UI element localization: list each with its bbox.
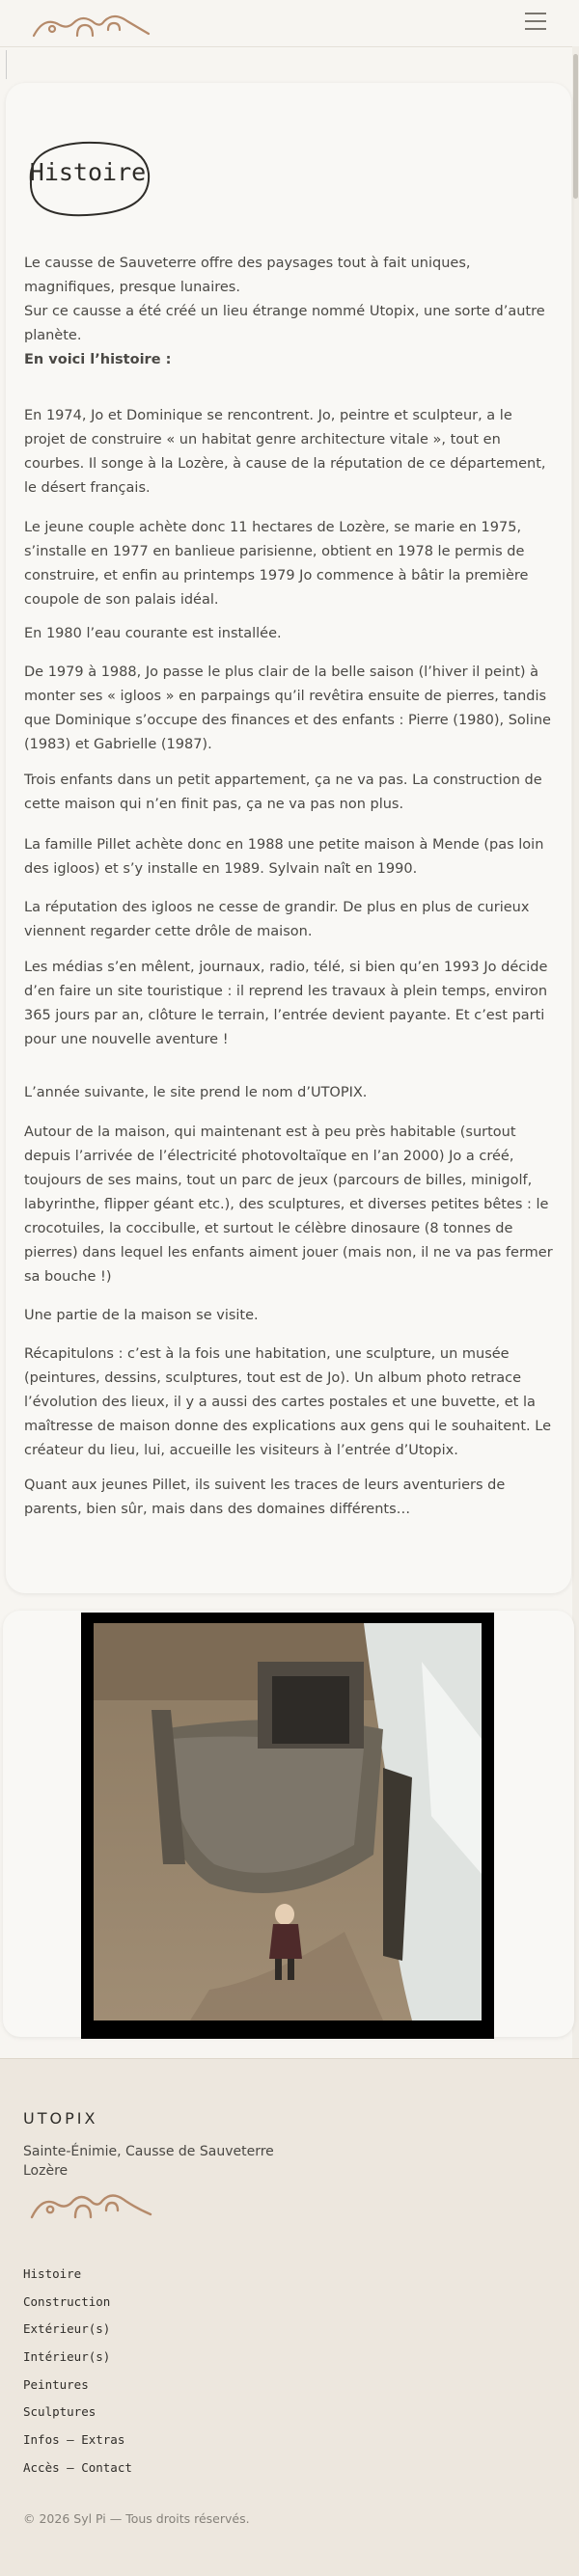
scrollbar-thumb[interactable] — [573, 54, 578, 199]
footer-nav-interieurs[interactable]: Intérieur(s) — [23, 2349, 111, 2365]
paragraph-text: La famille Pillet achète donc en 1988 une petite maison à Mende (pas loin des igloos) et s’y installe en 1989. Sylvain naît en 1990. — [24, 837, 544, 877]
intro-line: Le causse de Sauveterre offre des paysages tout à fait uniques, magnifiques, presque lunaires. — [24, 256, 471, 295]
paragraph — [24, 1081, 553, 1105]
footer-nav-exterieurs[interactable]: Extérieur(s) — [23, 2321, 111, 2337]
paragraph — [24, 956, 553, 1052]
paragraph-text: Les médias s’en mêlent, journaux, radio, télé, si bien qu’en 1993 Jo décide d’en faire un site touristique : il reprend les travaux à plein temps, environ 365 jours par an, clôture le terrain, l’entrée devient payante. Et c’est parti pour une nouvelle aventure ! — [24, 960, 548, 1047]
page-title-badge — [23, 139, 152, 218]
paragraph-text: De 1979 à 1988, Jo passe le plus clair de la belle saison (l’hiver il peint) à monter ses « igloos » en parpaings qu’il revêtira ensuite de pierres, tandis que Dominique s’occupe des finances et des enfants : Pierre (1980), Soline (1983) et Gabrielle (1987). — [24, 664, 551, 752]
paragraph-text: Une partie de la maison se visite. — [24, 1308, 259, 1323]
paragraph-text: En 1974, Jo et Dominique se rencontrent. Jo, peintre et sculpteur, a le projet de construire « un habitat genre architecture vitale », tout en courbes. Il songe à la Lozère, à cause de la réputation de ce département, le désert français. — [24, 408, 546, 496]
paragraph — [24, 1474, 553, 1522]
paragraph — [24, 1121, 553, 1289]
page-title: Histoire — [29, 158, 147, 186]
paragraph — [24, 896, 553, 944]
igloo-logo-icon[interactable] — [31, 10, 152, 39]
intro-heading: En voici l’histoire : — [24, 352, 172, 367]
footer-site-name: UTOPIX — [23, 2109, 98, 2128]
paragraph-text: La réputation des igloos ne cesse de grandir. De plus en plus de curieux viennent regarder cette drôle de maison. — [24, 900, 530, 939]
copyright: © 2026 Syl Pi — Tous droits réservés. — [23, 2511, 250, 2526]
paragraph — [24, 1304, 553, 1328]
divider — [6, 50, 7, 79]
address-line: Lozère — [23, 2163, 69, 2179]
hamburger-menu-icon[interactable] — [525, 13, 546, 32]
intro-text — [24, 252, 553, 372]
address-line: Sainte-Énimie, Causse de Sauveterre — [23, 2144, 274, 2159]
historic-photo-image[interactable] — [94, 1623, 482, 2020]
paragraph — [24, 1342, 553, 1463]
footer-address — [23, 2142, 274, 2181]
paragraph-text: En 1980 l’eau courante est installée. — [24, 626, 282, 641]
footer-nav-histoire[interactable]: Histoire — [23, 2266, 82, 2281]
paragraph-text: Autour de la maison, qui maintenant est à peu près habitable (surtout depuis l’arrivée de l’électricité photovoltaïque en l’an 2000) Jo a créé, toujours de ses mains, tout un parc de jeux (parcours de billes, minigolf, labyrinthe, flipper géant etc.), des sculptures, et diverses petites bêtes : le crocotuiles, la coccibulle, et surtout le célèbre dinosaure (8 tonnes de pierres) dans lequel les enfants aiment jouer (mais non, il ne va pas fermer sa bouche !) — [24, 1125, 553, 1285]
paragraph — [24, 404, 553, 501]
paragraph — [24, 661, 553, 757]
paragraph — [24, 516, 553, 612]
footer-nav-peintures[interactable]: Peintures — [23, 2376, 89, 2392]
paragraph — [24, 622, 553, 646]
paragraph-text: Quant aux jeunes Pillet, ils suivent les traces de leurs aventuriers de parents, bien sûr, mais dans des domaines différents… — [24, 1478, 506, 1517]
footer-nav-construction[interactable]: Construction — [23, 2293, 111, 2309]
paragraph-text: Le jeune couple achète donc 11 hectares de Lozère, se marie en 1975, s’installe en 1977 en banlieue parisienne, obtient en 1978 le permis de construire, et enfin au printemps 1979 Jo commence à bâtir la première coupole de son palais idéal. — [24, 520, 529, 608]
paragraph — [24, 833, 553, 881]
footer-nav — [23, 2261, 132, 2482]
paragraph — [24, 769, 553, 817]
paragraph-text: Trois enfants dans un petit appartement, ça ne va pas. La construction de cette maison qui n’en finit pas, ça ne va pas non plus. — [24, 773, 542, 812]
footer-nav-acces-contact[interactable]: Accès – Contact — [23, 2459, 132, 2475]
intro-line: Sur ce causse a été créé un lieu étrange nommé Utopix, une sorte d’autre planète. — [24, 304, 545, 343]
footer-nav-sculptures[interactable]: Sculptures — [23, 2404, 96, 2420]
paragraph-text: L’année suivante, le site prend le nom d’UTOPIX. — [24, 1085, 368, 1100]
paragraph-text: Récapitulons : c’est à la fois une habitation, une sculpture, un musée (peintures, dessins, sculptures, tout est de Jo). Un album photo retrace l’évolution des lieux, il y a aussi des cartes postales et une buvette, et la maîtresse de maison donne des explications aux gens qui le souhaitent. Le créateur du lieu, lui, accueille les visiteurs à l’entrée d’Utopix. — [24, 1346, 552, 1458]
igloo-logo-icon[interactable] — [29, 2187, 154, 2220]
footer-nav-infos-extras[interactable]: Infos – Extras — [23, 2432, 125, 2448]
top-bar — [0, 0, 579, 47]
